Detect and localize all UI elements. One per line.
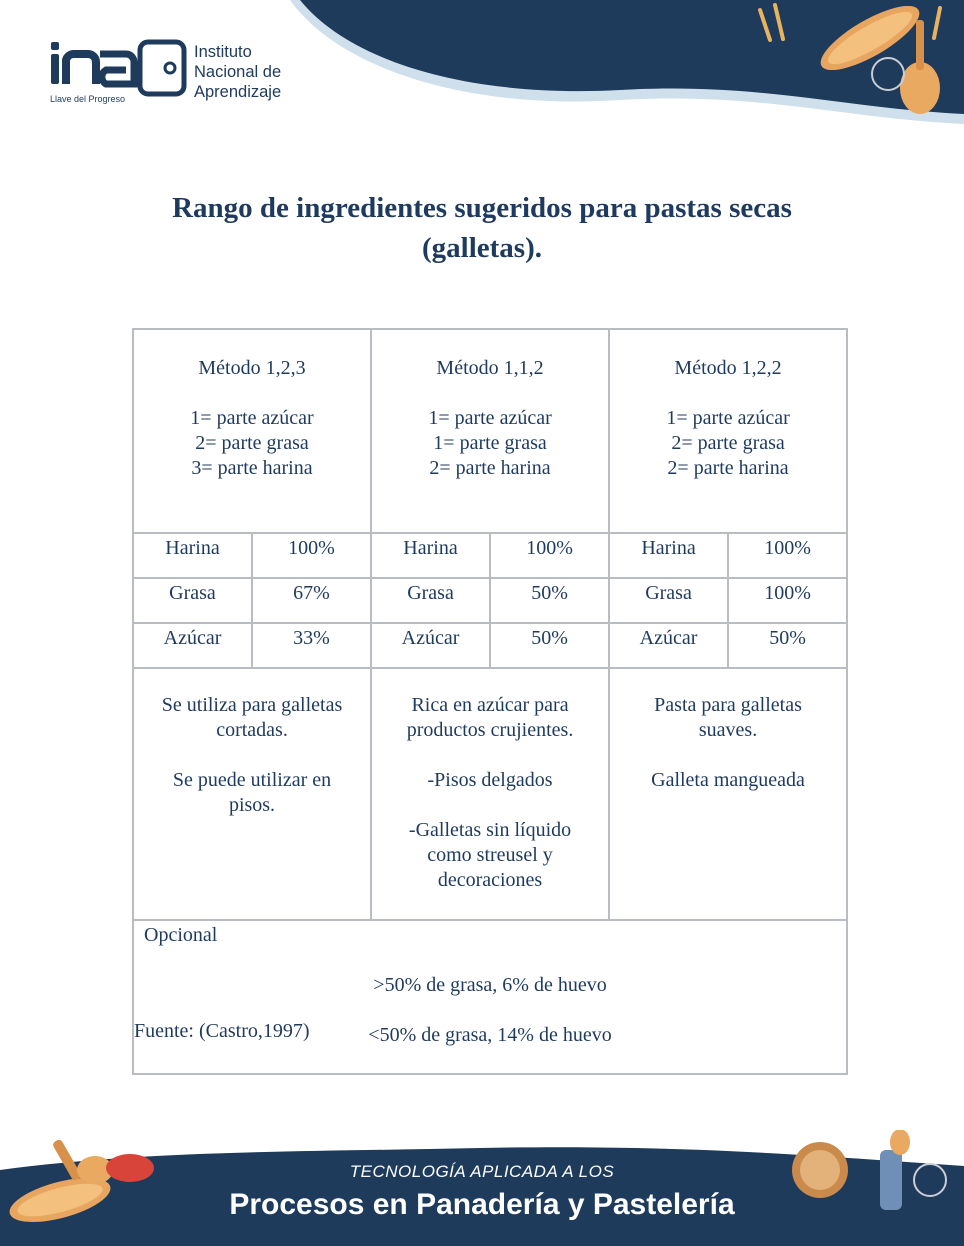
method-name: Método 1,2,3 [198,357,306,379]
use-cell [133,668,371,920]
page-title-line: Rango de ingredientes sugeridos para pastas secas [172,192,792,224]
page-title-line: (galletas). [422,232,542,264]
ingredients-table [132,328,848,1075]
use-line: cortadas. [216,719,288,741]
method-part: 1= parte azúcar [666,407,790,429]
ingredient-cell: Harina [609,533,728,578]
use-line: Se puede utilizar en [172,769,332,791]
use-line: Pasta para galletas [654,694,802,716]
institution-name-line: Aprendizaje [194,83,282,101]
percent-cell: 50% [490,578,609,623]
optional-cell [133,920,847,1074]
institution-name-line: Instituto [194,43,252,61]
ingredient-cell: Grasa [371,578,490,623]
ingredient-cell: Azúcar [609,623,728,668]
method-part: 2= parte harina [667,457,789,479]
optional-line: >50% de grasa, 6% de huevo [373,974,607,996]
method-part: 1= parte grasa [433,432,547,454]
institution-name-line: Nacional de [194,63,282,81]
ingredient-cell: Harina [133,533,252,578]
percent-cell: 67% [252,578,371,623]
percent-cell: 100% [252,533,371,578]
use-line: -Galletas sin líquido [408,819,572,841]
optional-row [133,920,847,1074]
ratio-row [133,623,847,668]
method-part: 2= parte grasa [195,432,309,454]
percent-cell: 100% [728,533,847,578]
method-cell [371,329,609,533]
use-line: productos crujientes. [406,719,574,741]
use-line: -Pisos delgados [427,769,553,791]
use-line: Se utiliza para galletas [161,694,343,716]
percent-cell: 100% [490,533,609,578]
use-line: como streusel y [427,844,553,866]
ingredient-cell: Grasa [609,578,728,623]
method-part: 2= parte grasa [671,432,785,454]
method-cell [133,329,371,533]
method-part: 1= parte azúcar [190,407,314,429]
ratio-row [133,578,847,623]
source-citation: Fuente: (Castro,1997) [134,1020,310,1042]
method-cell [609,329,847,533]
optional-line: <50% de grasa, 14% de huevo [368,1024,612,1046]
percent-cell: 100% [728,578,847,623]
use-line: Rica en azúcar para [411,694,569,716]
method-name: Método 1,2,2 [674,357,782,379]
uses-row [133,668,847,920]
ina-logo-mark-icon [48,38,188,98]
institution-name [194,42,281,102]
ina-logo [48,38,308,110]
ratio-row [133,533,847,578]
method-part: 1= parte azúcar [428,407,552,429]
optional-label: Opcional [144,924,218,946]
method-part: 3= parte harina [191,457,313,479]
percent-cell: 50% [490,623,609,668]
logo-tagline: Llave del Progreso [50,94,126,104]
footer-subtitle: TECNOLOGÍA APLICADA A LOS [349,1162,615,1181]
method-part: 2= parte harina [429,457,551,479]
percent-cell: 50% [728,623,847,668]
use-cell [609,668,847,920]
use-cell [371,668,609,920]
ingredient-cell: Harina [371,533,490,578]
ingredient-cell: Azúcar [371,623,490,668]
use-line: pisos. [228,794,276,816]
use-line: suaves. [698,719,758,741]
page-title [100,188,864,268]
footer-title: Procesos en Panadería y Pastelería [229,1188,735,1221]
ingredient-cell: Azúcar [133,623,252,668]
method-name: Método 1,1,2 [436,357,544,379]
use-line: Galleta mangueada [651,769,805,791]
methods-row [133,329,847,533]
percent-cell: 33% [252,623,371,668]
ingredient-cell: Grasa [133,578,252,623]
use-line: decoraciones [437,869,543,891]
